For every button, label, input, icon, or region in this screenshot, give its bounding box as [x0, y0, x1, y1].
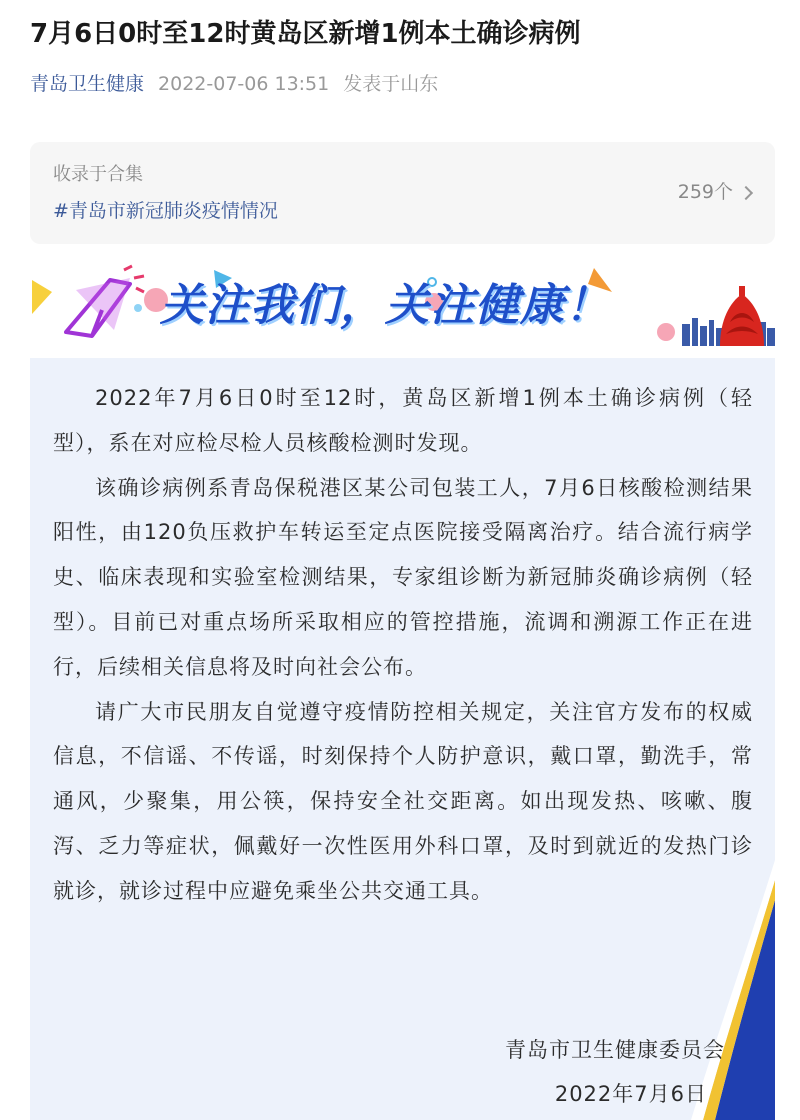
chevron-right-icon — [739, 185, 753, 199]
collection-tag[interactable]: #青岛市新冠肺炎疫情情况 — [53, 200, 278, 222]
triangle-decoration-icon — [32, 280, 52, 314]
paragraph: 2022年7月6日0时至12时，黄岛区新增1例本土确诊病例（轻型），系在对应检尽检人员核酸检测时发现。 — [53, 386, 753, 455]
banner-slogan: 关注我们，关注健康！ — [160, 280, 610, 331]
collection-count[interactable] — [678, 176, 751, 208]
may-wind-sculpture-icon — [720, 286, 764, 346]
publish-time: 2022-07-06 13:51 — [158, 73, 330, 95]
article-body — [30, 358, 775, 1120]
dot-decoration-icon — [134, 304, 142, 312]
article-paragraphs — [53, 376, 753, 914]
signature-org: 青岛市卫生健康委员会 — [505, 1038, 725, 1062]
collection-card[interactable] — [30, 142, 775, 244]
article-meta — [30, 68, 438, 100]
collection-label: 收录于合集 — [53, 164, 143, 185]
author-link[interactable]: 青岛卫生健康 — [30, 73, 145, 95]
follow-banner — [30, 262, 775, 348]
circle-decoration-icon — [657, 323, 675, 341]
publish-location: 发表于山东 — [343, 73, 439, 95]
article-title: 7月6日0时至12时黄岛区新增1例本土确诊病例 — [30, 19, 581, 49]
paragraph: 该确诊病例系青岛保税港区某公司包装工人，7月6日核酸检测结果阳性，由120负压救护车转运至定点医院接受隔离治疗。结合流行病学史、临床表现和实验室检测结果，专家组诊断为新冠肺炎确诊病例（轻型）。目前已对重点场所采取相应的管控措施，流调和溯源工作正在进行，后续相关信息将及时向社会公布。 — [53, 475, 753, 679]
paper-plane-icon — [66, 266, 144, 336]
signature-date: 2022年7月6日 — [554, 1082, 707, 1106]
collection-count-text: 259个 — [677, 181, 733, 203]
paragraph: 请广大市民朋友自觉遵守疫情防控相关规定，关注官方发布的权威信息，不信谣、不传谣，时刻保持个人防护意识，戴口罩，勤洗手，常通风，少聚集，用公筷，保持安全社交距离。如出现发热、咳嗽、腹泻、乏力等症状，佩戴好一次性医用外科口罩，及时到就近的发热门诊就诊，就诊过程中应避免乘坐公共交通工具。 — [53, 699, 753, 903]
